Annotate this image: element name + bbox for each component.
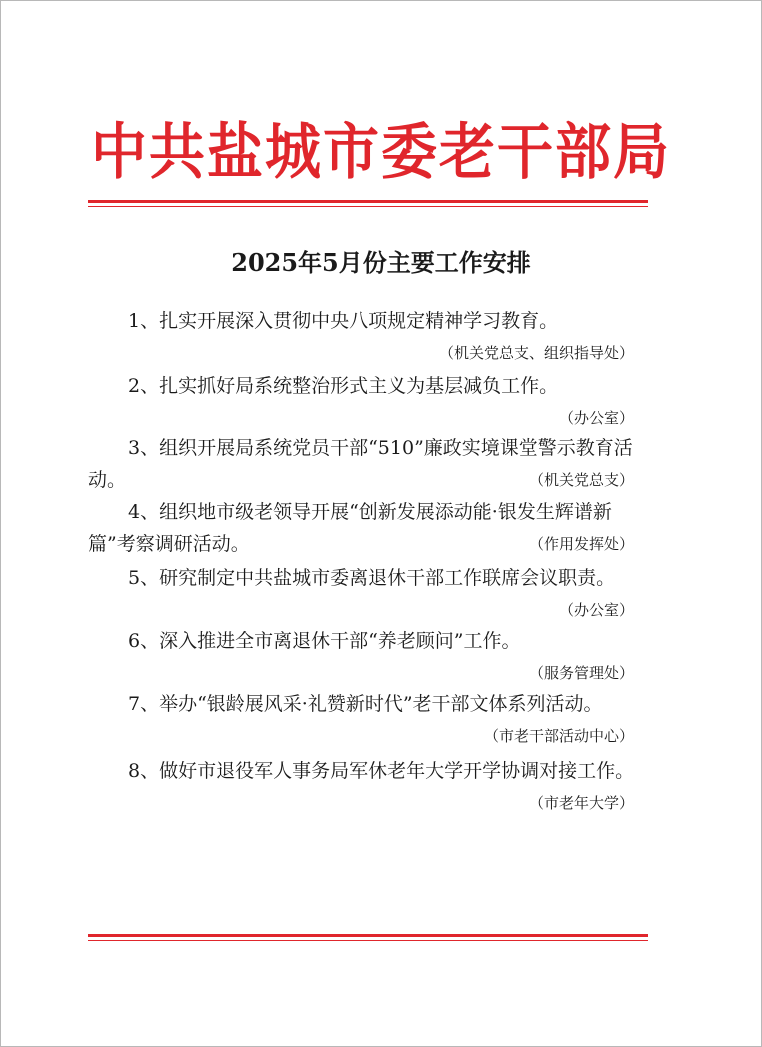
- work-item-text: 2、扎实抓好局系统整治形式主义为基层减负工作。: [128, 375, 559, 397]
- work-item: [88, 496, 648, 560]
- work-item-text: 1、扎实开展深入贯彻中央八项规定精神学习教育。: [128, 310, 559, 332]
- work-item-text: 3、组织开展局系统党员干部“510”廉政实境课堂警示教育活动。: [88, 437, 633, 491]
- letterhead-title: 中共盐城市委老干部局: [91, 117, 671, 188]
- work-item: [88, 370, 648, 427]
- work-item-text: 8、做好市退役军人事务局军休老年大学开学协调对接工作。: [128, 760, 635, 782]
- work-item-department: （机关党总支、组织指导处）: [438, 344, 634, 362]
- letterhead-red-rule: [88, 200, 648, 207]
- work-item-text: 5、研究制定中共盐城市委离退休干部工作联席会议职责。: [128, 567, 616, 589]
- work-item: [88, 625, 648, 682]
- work-item-text: 6、深入推进全市离退休干部“养老顾问”工作。: [128, 630, 521, 652]
- work-item-department: （市老干部活动中心）: [483, 727, 634, 745]
- work-item-department: （作用发挥处）: [528, 535, 634, 553]
- footer-red-rule: [88, 934, 648, 941]
- work-item-department: （办公室）: [558, 409, 634, 427]
- work-item: [88, 562, 648, 619]
- work-item: [88, 432, 648, 496]
- work-item-department: （市老年大学）: [528, 794, 634, 812]
- work-item-department: （机关党总支）: [528, 471, 634, 489]
- work-item: [88, 305, 648, 362]
- work-item-text: 4、组织地市级老领导开展“创新发展添动能·银发生辉谱新篇”考察调研活动。: [88, 501, 612, 555]
- work-item-text: 7、举办“银龄展风采·礼赞新时代”老干部文体系列活动。: [128, 693, 603, 715]
- work-item-department: （办公室）: [558, 601, 634, 619]
- work-item: [88, 755, 648, 812]
- work-item: [88, 688, 648, 745]
- document-title: 2025年5月份主要工作安排: [231, 248, 531, 277]
- work-item-department: （服务管理处）: [528, 664, 634, 682]
